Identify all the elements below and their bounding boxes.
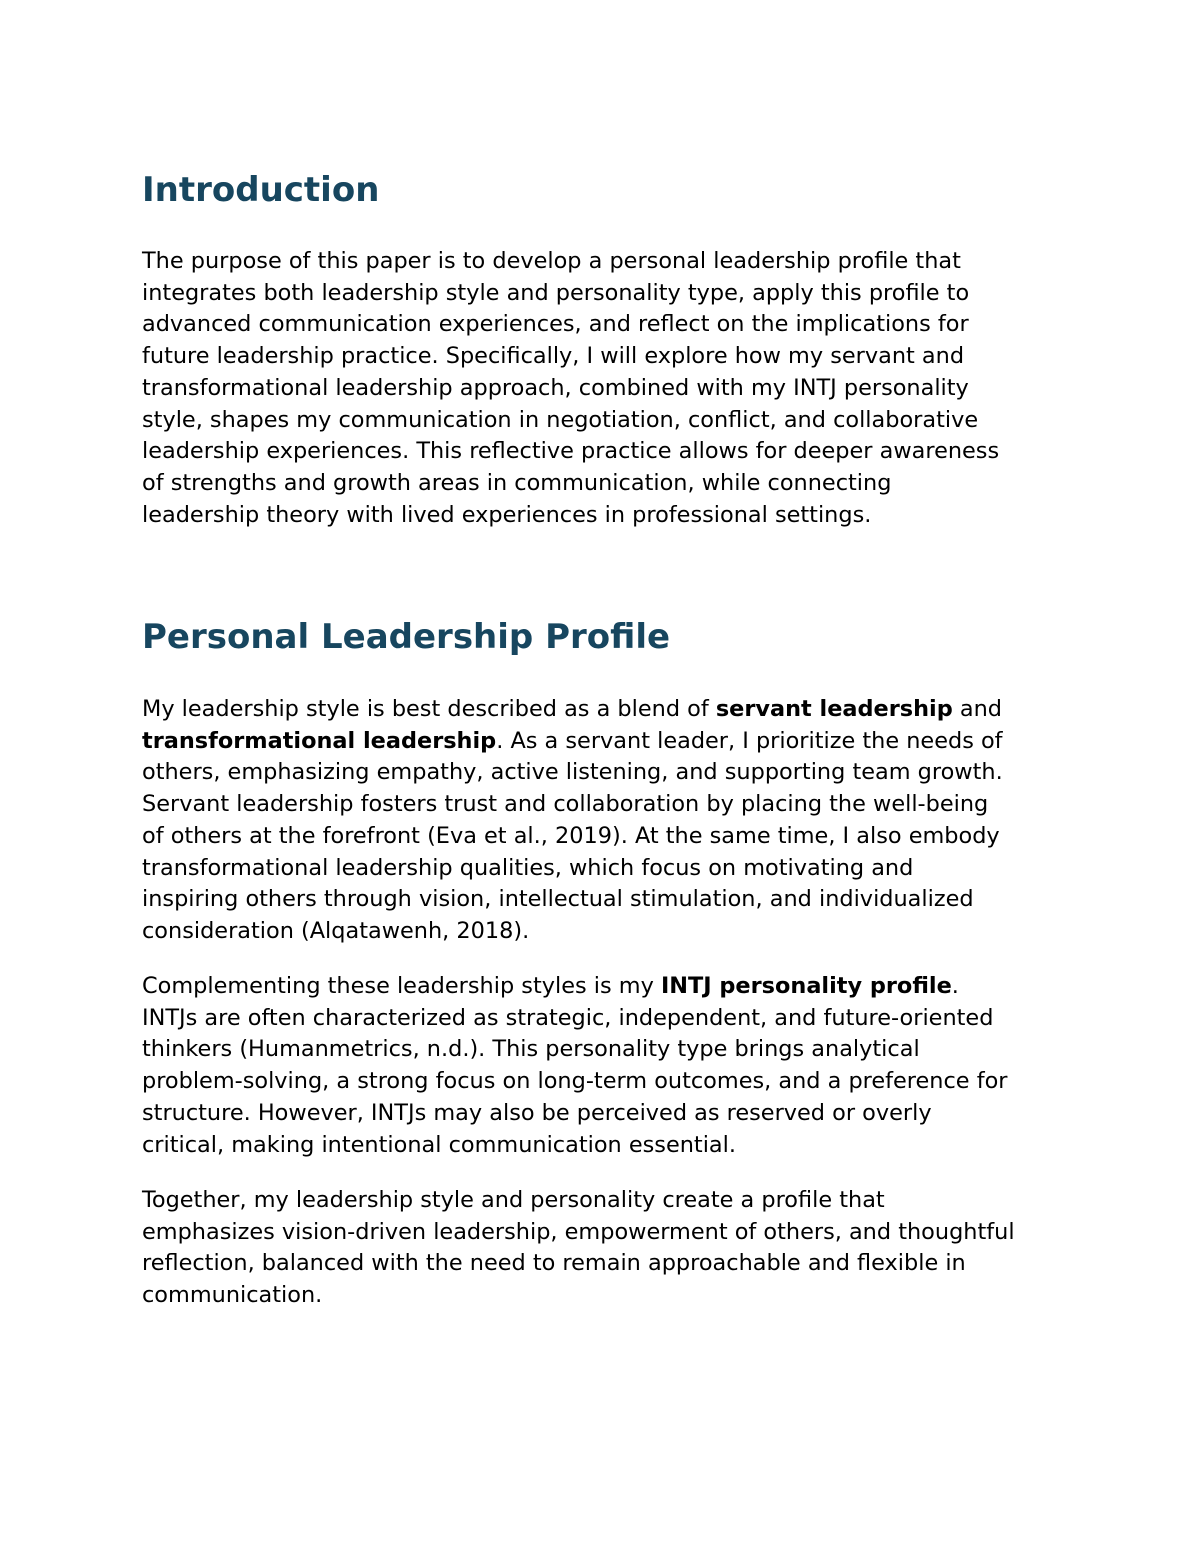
text-line: reflection, balanced with the need to remain approachable and flexible in <box>142 1250 966 1277</box>
summary-paragraph <box>142 1185 1015 1312</box>
text-line: communication. <box>142 1282 323 1309</box>
introduction-heading: Introduction <box>142 170 380 210</box>
leadership-style-paragraph <box>142 694 1003 948</box>
text-line: integrates both leadership style and personality type, apply this profile to <box>142 279 970 306</box>
text-line: leadership experiences. This reflective practice allows for deeper awareness <box>142 438 1000 465</box>
bold-transformational-leadership: transformational leadership <box>142 727 497 754</box>
text-run: and <box>952 696 1003 722</box>
text-run: My leadership style is best described as a blend of <box>142 696 716 722</box>
text-line: emphasizes vision-driven leadership, empowerment of others, and thoughtful <box>142 1218 1015 1245</box>
bold-intj-personality-profile: INTJ personality profile <box>660 973 952 999</box>
text-line: INTJs are often characterized as strategic, independent, and future-oriented <box>142 1004 994 1031</box>
text-line: structure. However, INTJs may also be perceived as reserved or overly <box>142 1099 932 1126</box>
text-run: Complementing these leadership styles is my <box>142 973 661 999</box>
text-line: thinkers (Humanmetrics, n.d.). This personality type brings analytical <box>142 1036 920 1063</box>
text-line: style, shapes my communication in negotiation, conflict, and collaborative <box>142 406 979 433</box>
text-run: . As a servant leader, I prioritize the needs of <box>496 727 1003 754</box>
text-line: consideration (Alqatawenh, 2018). <box>142 917 530 944</box>
text-line: future leadership practice. Specifically, I will explore how my servant and <box>142 343 965 370</box>
text-line: advanced communication experiences, and reflect on the implications for <box>142 311 969 338</box>
text-line: transformational leadership qualities, which focus on motivating and <box>142 854 914 881</box>
text-run: . <box>951 973 959 999</box>
text-line: Together, my leadership style and personality create a profile that <box>142 1187 885 1213</box>
bold-servant-leadership: servant leadership <box>715 696 953 722</box>
text-line: of strengths and growth areas in communication, while connecting <box>142 469 892 496</box>
text-line: problem-solving, a strong focus on long-term outcomes, and a preference for <box>142 1068 1008 1095</box>
text-line <box>142 971 1007 1003</box>
text-line: transformational leadership approach, combined with my INTJ personality <box>142 374 969 401</box>
text-line: inspiring others through vision, intellectual stimulation, and individualized <box>142 886 974 913</box>
text-line: The purpose of this paper is to develop a personal leadership profile that <box>142 248 961 274</box>
personal-leadership-profile-heading: Personal Leadership Profile <box>142 617 671 657</box>
introduction-paragraph <box>142 246 999 531</box>
personality-paragraph <box>142 971 1007 1161</box>
text-line: critical, making intentional communication essential. <box>142 1131 736 1158</box>
text-line: of others at the forefront (Eva et al., 2019). At the same time, I also embody <box>142 822 1000 849</box>
text-line <box>142 694 1003 726</box>
text-line: others, emphasizing empathy, active listening, and supporting team growth. <box>142 759 1003 786</box>
text-line <box>142 726 1003 758</box>
text-line: Servant leadership fosters trust and collaboration by placing the well-being <box>142 791 989 818</box>
text-line: leadership theory with lived experiences in professional settings. <box>142 501 872 528</box>
